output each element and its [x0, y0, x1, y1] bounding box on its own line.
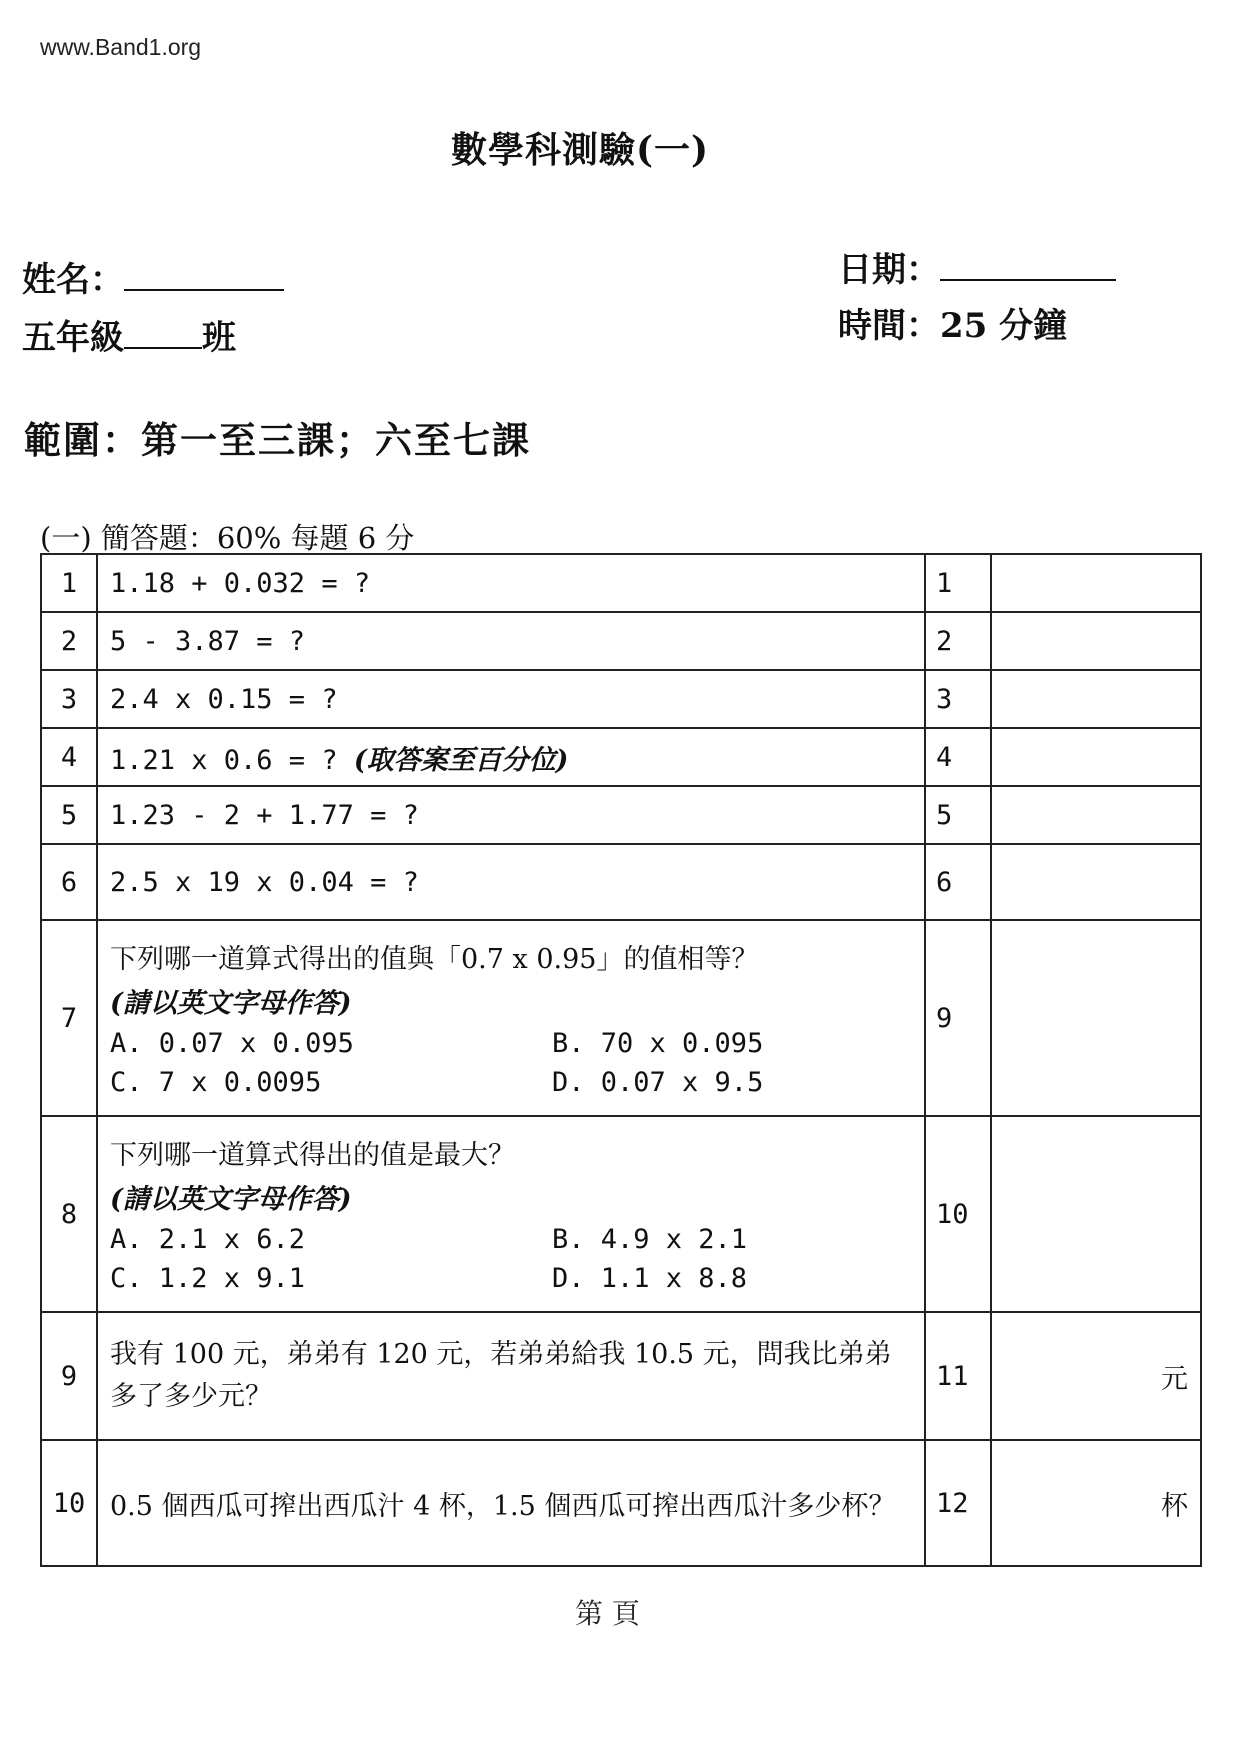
answer-cell[interactable]: 元 [991, 1312, 1201, 1440]
name-row [22, 252, 284, 301]
answer-number: 5 [925, 786, 991, 844]
option-d: D. 1.1 x 8.8 [552, 1262, 748, 1294]
question-number: 3 [41, 670, 97, 728]
question-number: 1 [41, 554, 97, 612]
answer-number: 11 [925, 1312, 991, 1440]
option-a: A. 2.1 x 6.2 [110, 1223, 306, 1255]
option-b: B. 4.9 x 2.1 [552, 1223, 748, 1255]
option-c: C. 1.2 x 9.1 [110, 1262, 306, 1294]
question-text [97, 1116, 925, 1312]
table-row [41, 1312, 1201, 1440]
date-row [838, 242, 1116, 291]
option-d: D. 0.07 x 9.5 [552, 1066, 764, 1098]
question-text [97, 728, 925, 786]
answer-cell[interactable] [991, 1116, 1201, 1312]
options-grid [110, 1028, 924, 1098]
date-blank[interactable] [940, 279, 1116, 281]
question-line-1: 我有 100 元，弟弟有 120 元，若弟弟給我 10.5 元，問我比弟弟 [110, 1339, 892, 1370]
question-text: 0.5 個西瓜可搾出西瓜汁 4 杯，1.5 個西瓜可搾出西瓜汁多少杯？ [97, 1440, 925, 1566]
scope-text: 範圍：第一至三課；六至七課 [24, 418, 531, 462]
table-row [41, 554, 1201, 612]
question-text: 1.18 + 0.032 = ? [97, 554, 925, 612]
question-number: 10 [41, 1440, 97, 1566]
name-label: 姓名： [22, 260, 124, 300]
answer-number: 9 [925, 920, 991, 1116]
name-blank[interactable] [124, 289, 284, 291]
table-row [41, 786, 1201, 844]
page-title: 數學科測驗(一) [450, 129, 710, 171]
answer-number: 2 [925, 612, 991, 670]
time-value: 25 分鐘 [940, 306, 1068, 346]
answer-cell[interactable]: 杯 [991, 1440, 1201, 1566]
option-c: C. 7 x 0.0095 [110, 1066, 322, 1098]
time-row [838, 298, 1067, 347]
answer-cell[interactable] [991, 670, 1201, 728]
answer-cell[interactable] [991, 728, 1201, 786]
question-note: (請以英文字母作答) [110, 987, 352, 1019]
question-note: (請以英文字母作答) [110, 1183, 352, 1215]
question-text [97, 1312, 925, 1440]
answer-number: 3 [925, 670, 991, 728]
section-title: (一) 簡答題：60% 每題 6 分 [40, 521, 415, 555]
class-blank[interactable] [124, 347, 202, 349]
time-label: 時間： [838, 306, 940, 346]
answer-cell[interactable] [991, 612, 1201, 670]
answer-number: 1 [925, 554, 991, 612]
question-line-2: 多了多少元？ [110, 1381, 272, 1412]
question-text [97, 920, 925, 1116]
question-number: 2 [41, 612, 97, 670]
answer-cell[interactable] [991, 554, 1201, 612]
class-row [22, 310, 236, 359]
date-label: 日期： [838, 250, 940, 290]
table-row [41, 728, 1201, 786]
question-number: 5 [41, 786, 97, 844]
question-number: 9 [41, 1312, 97, 1440]
question-number: 7 [41, 920, 97, 1116]
question-number: 8 [41, 1116, 97, 1312]
table-row [41, 1116, 1201, 1312]
options-grid [110, 1224, 924, 1294]
grade-label: 五年級 [22, 318, 124, 358]
answer-number: 12 [925, 1440, 991, 1566]
question-text: 5 - 3.87 = ? [97, 612, 925, 670]
site-url: www.Band1.org [40, 34, 202, 60]
class-label: 班 [202, 318, 236, 358]
answer-number: 6 [925, 844, 991, 920]
table-row [41, 920, 1201, 1116]
table-row [41, 670, 1201, 728]
option-b: B. 70 x 0.095 [552, 1027, 764, 1059]
answer-cell[interactable] [991, 786, 1201, 844]
question-stem: 下列哪一道算式得出的值是最大？ [110, 1139, 515, 1171]
question-text: 2.5 x 19 x 0.04 = ? [97, 844, 925, 920]
question-expression: 1.21 x 0.6 = ? [110, 744, 338, 776]
table-row [41, 1440, 1201, 1566]
question-table [40, 553, 1202, 1567]
table-row [41, 844, 1201, 920]
page-footer-mark: 第 頁 [575, 1597, 640, 1630]
answer-number: 10 [925, 1116, 991, 1312]
question-number: 4 [41, 728, 97, 786]
answer-number: 4 [925, 728, 991, 786]
question-number: 6 [41, 844, 97, 920]
question-stem: 下列哪一道算式得出的值與「0.7 x 0.95」的值相等？ [110, 943, 759, 975]
table-row [41, 612, 1201, 670]
answer-cell[interactable] [991, 920, 1201, 1116]
option-a: A. 0.07 x 0.095 [110, 1027, 354, 1059]
answer-cell[interactable] [991, 844, 1201, 920]
question-text: 1.23 - 2 + 1.77 = ? [97, 786, 925, 844]
question-note: (取答案至百分位) [353, 744, 569, 776]
question-text: 2.4 x 0.15 = ? [97, 670, 925, 728]
